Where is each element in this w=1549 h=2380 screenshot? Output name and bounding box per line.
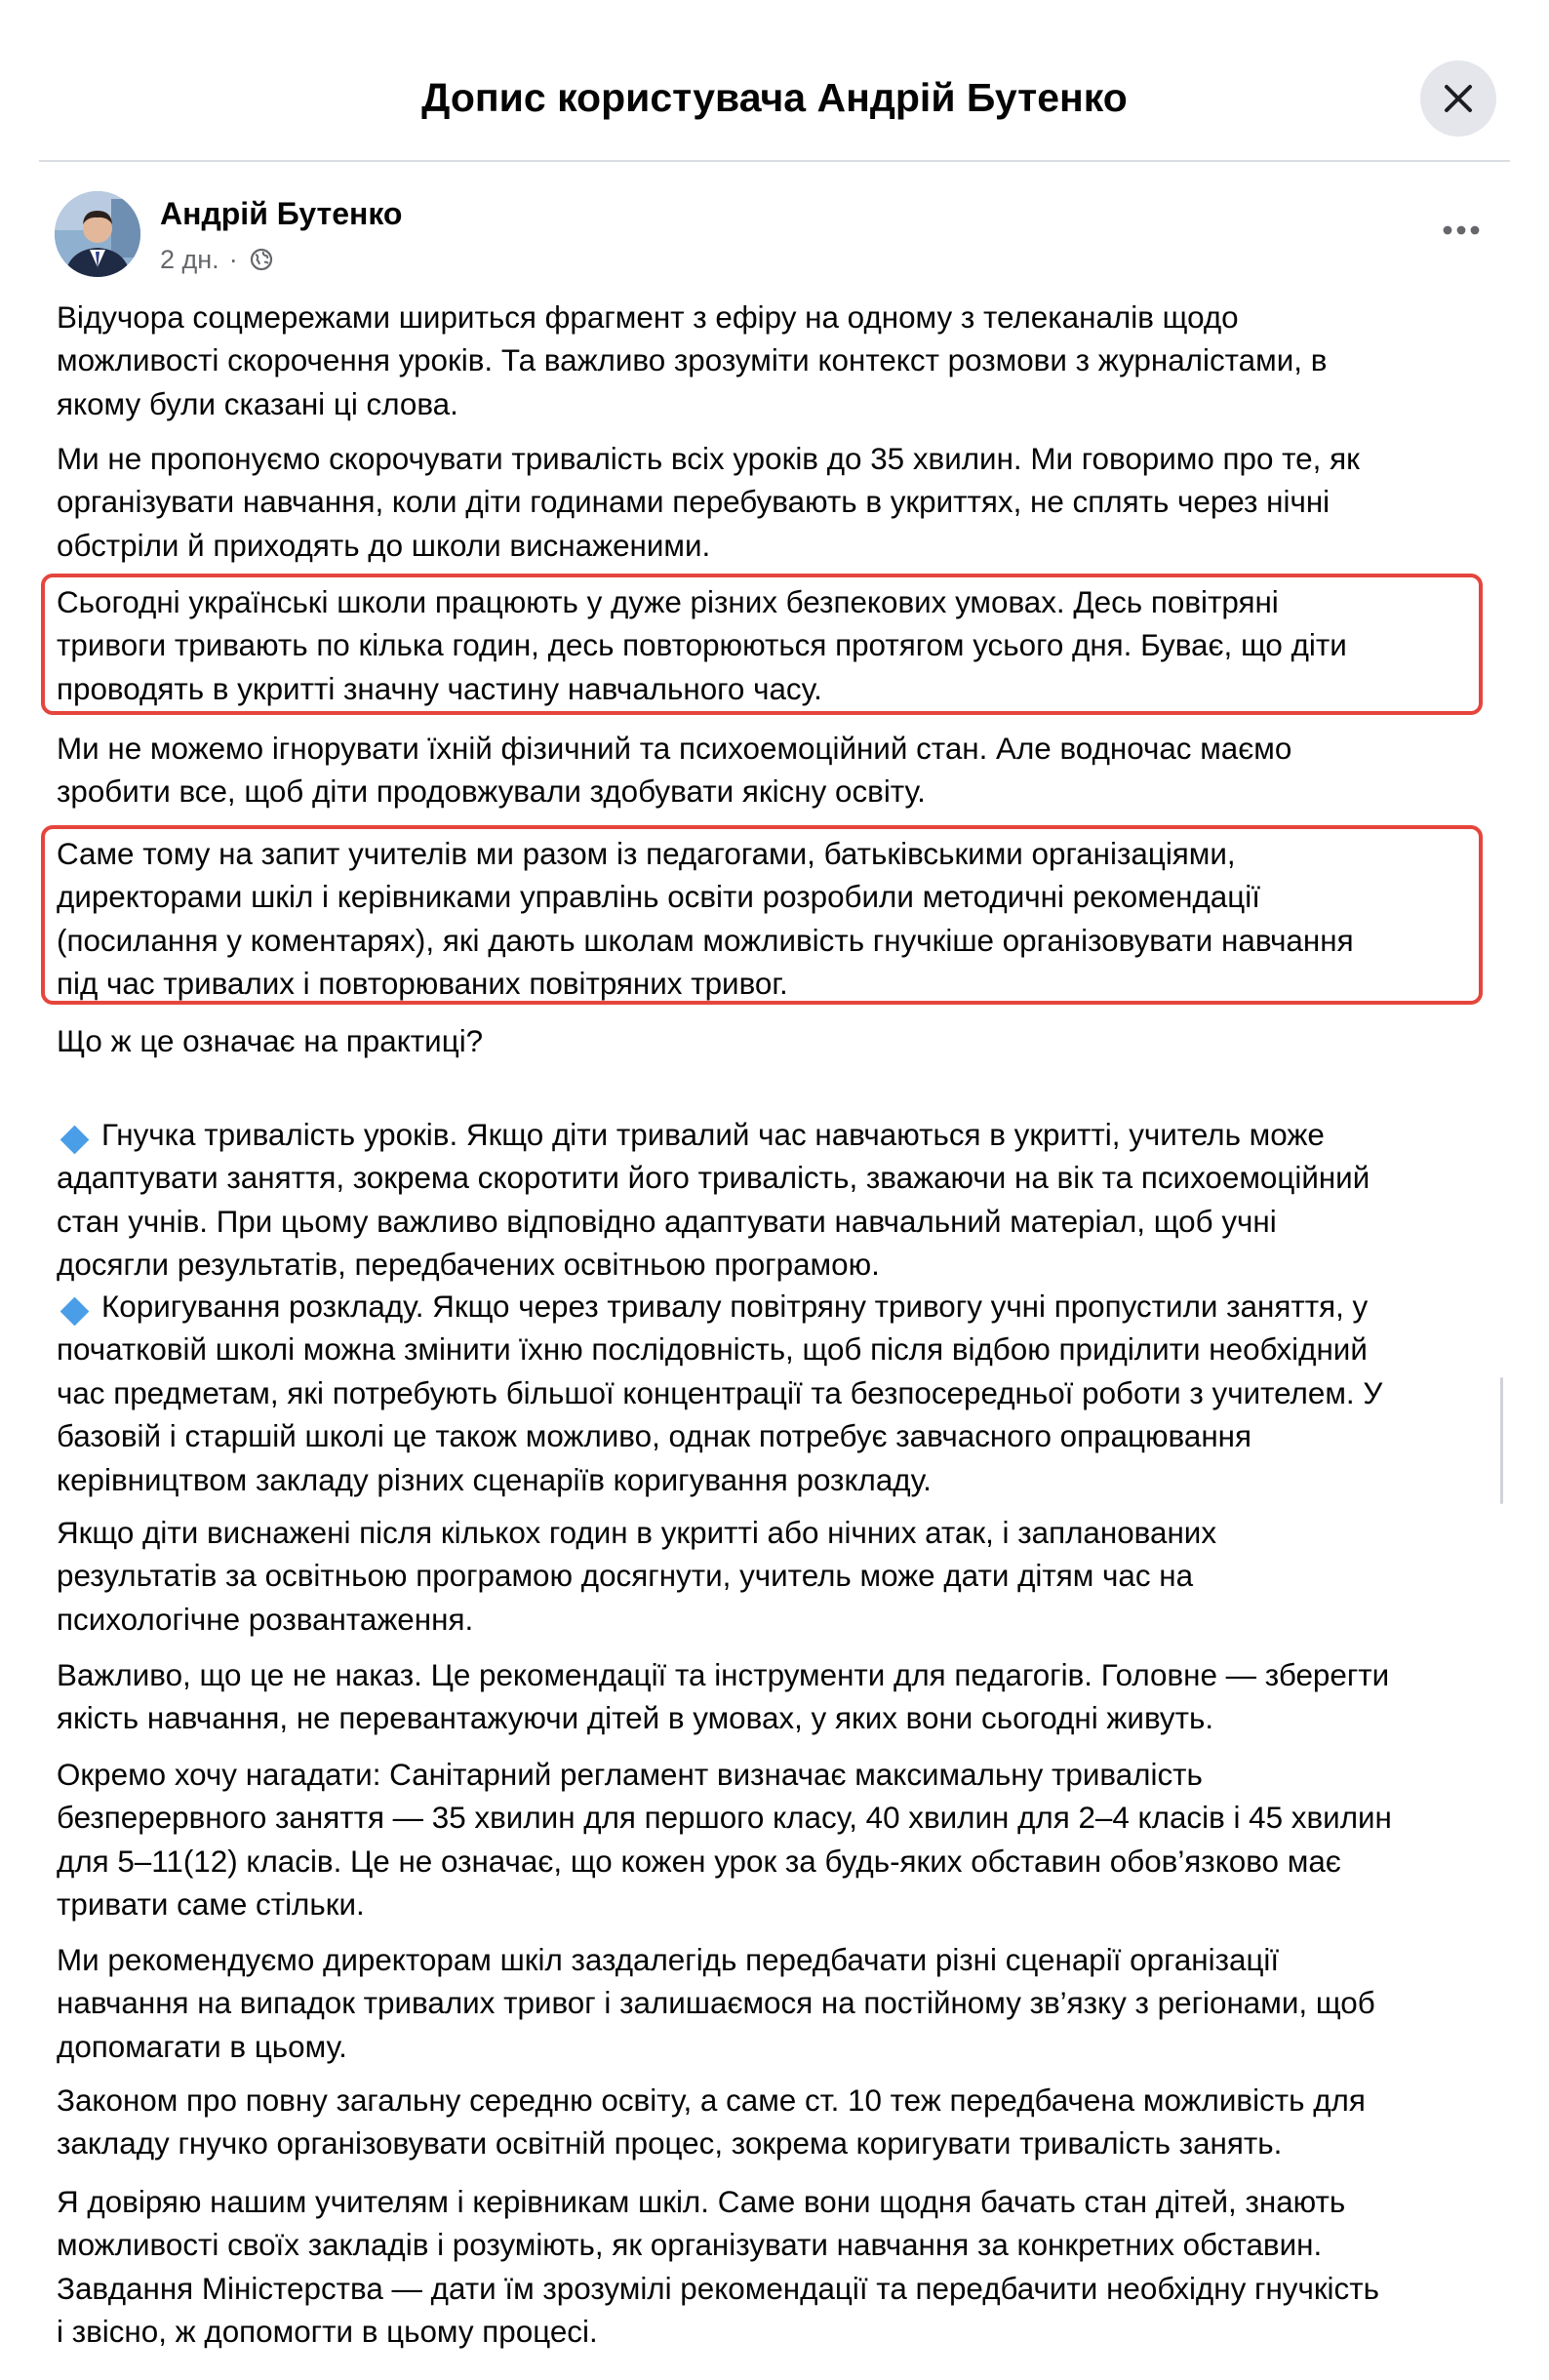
post-paragraph: Сьогодні українські школи працюють у дуже різних безпекових умовах. Десь повітряні тривоги тривають по кілька годин, десь повторюються протягом усього дня. Буває, що діти проводять в укритті значну частину навчального часу. [57, 585, 1347, 706]
post-paragraph: Саме тому на запит учителів ми разом із педагогами, батьківськими організаціями, директорами шкіл і керівниками управлінь освіти розробили методичні рекомендації (посилання у коментарях), які дають школам можливість гнучкіше організовувати навчання під час тривалих і повторюваних повітряних тривог. [57, 837, 1354, 1002]
avatar-photo-icon [55, 191, 140, 277]
post-paragraph: Окремо хочу нагадати: Санітарний регламент визначає максимальну тривалість безперервного заняття — 35 хвилин для першого класу, 40 хвилин для 2–4 класів і 45 хвилин для 5–11(12) класів. Це не означає, що кожен урок за будь-яких обставин обов’язково має тривати саме стільки. [57, 1758, 1392, 1923]
post-paragraph: Ми рекомендуємо директорам шкіл заздалегідь передбачати різні сценарії організації навчання на випадок тривалих тривог і залишаємося на постійному зв’язку з регіонами, щоб допомагати в цьому. [57, 1943, 1375, 2064]
globe-icon[interactable] [250, 248, 273, 271]
post-paragraph: Гнучка тривалість уроків. Якщо діти тривалий час навчаються в укритті, учитель може адаптувати заняття, зокрема скоротити його тривалість, зважаючи на вік та психоемоційний стан учнів. При цьому важливо відповідно адаптувати навчальний матеріал, щоб учні досягли результатів, передбачених освітньою програмою. [57, 1118, 1370, 1283]
dialog-title: Допис користувача Андрій Бутенко [421, 75, 1128, 120]
post-time[interactable]: 2 дн. [160, 244, 219, 274]
post-paragraph: Законом про повну загальну середню освіту, а саме ст. 10 теж передбачена можливість для закладу гнучко організовувати освітній процес, зокрема коригувати тривалість занять. [57, 2083, 1366, 2162]
post-paragraph: Якщо діти виснажені після кількох годин в укритті або нічних атак, і запланованих результатів за освітньою програмою досягнути, учитель може дати дітям час на психологічне розвантаження. [57, 1516, 1217, 1637]
close-icon [1441, 81, 1476, 116]
header-divider [39, 160, 1510, 162]
post-paragraph: Важливо, що це не наказ. Це рекомендації та інструменти для педагогів. Головне — зберегти якість навчання, не перевантажуючи дітей в умовах, у яких вони сьогодні живуть. [57, 1658, 1390, 1736]
dialog-header [0, 0, 1549, 162]
author-name[interactable]: Андрій Бутенко [160, 196, 403, 231]
post-meta [160, 240, 273, 279]
post-paragraph: Відучора соцмережами шириться фрагмент з ефіру на одному з телеканалів щодо можливості скорочення уроків. Та важливо зрозуміти контекст розмови з журналістами, в якому були сказані ці слова. [57, 300, 1328, 421]
scrollbar[interactable] [1500, 1377, 1503, 1504]
post-paragraph: Коригування розкладу. Якщо через тривалу повітряну тривогу учні пропустили заняття, у початковій школі можна змінити їхню послідовність, щоб після відбою приділити необхідний час предметам, які потребують більшої концентрації та безпосередньої роботи з учителем. У базовій і старшій школі це також можливо, однак потребує завчасного опрацювання керівництвом закладу різних сценаріїв коригування розкладу. [57, 1289, 1383, 1497]
post-paragraph: Що ж це означає на практиці? [57, 1024, 484, 1058]
meta-separator: · [228, 244, 238, 274]
post-paragraph: Ми не пропонуємо скорочувати тривалість всіх уроків до 35 хвилин. Ми говоримо про те, як організувати навчання, коли діти годинами перебувають в укриттях, не сплять через нічні обстріли й приходять до школи виснаженими. [57, 442, 1360, 563]
post-paragraph: Ми не можемо ігнорувати їхній фізичний та психоемоційний стан. Але водночас маємо зробити все, щоб діти продовжували здобувати якісну освіту. [57, 732, 1292, 810]
post-paragraph: Я довіряю нашим учителям і керівникам шкіл. Саме вони щодня бачать стан дітей, знають можливості своїх закладів і розуміють, як організувати навчання за конкретних обставин. Завдання Міністерства — дати їм зрозумілі рекомендації та передбачити необхідну гнучкість і звісно, ж допомогти в цьому процесі. [57, 2185, 1379, 2350]
more-options-button[interactable] [1432, 201, 1490, 259]
close-button[interactable] [1420, 60, 1496, 137]
avatar[interactable] [55, 191, 140, 277]
more-dots-icon [1432, 201, 1490, 259]
